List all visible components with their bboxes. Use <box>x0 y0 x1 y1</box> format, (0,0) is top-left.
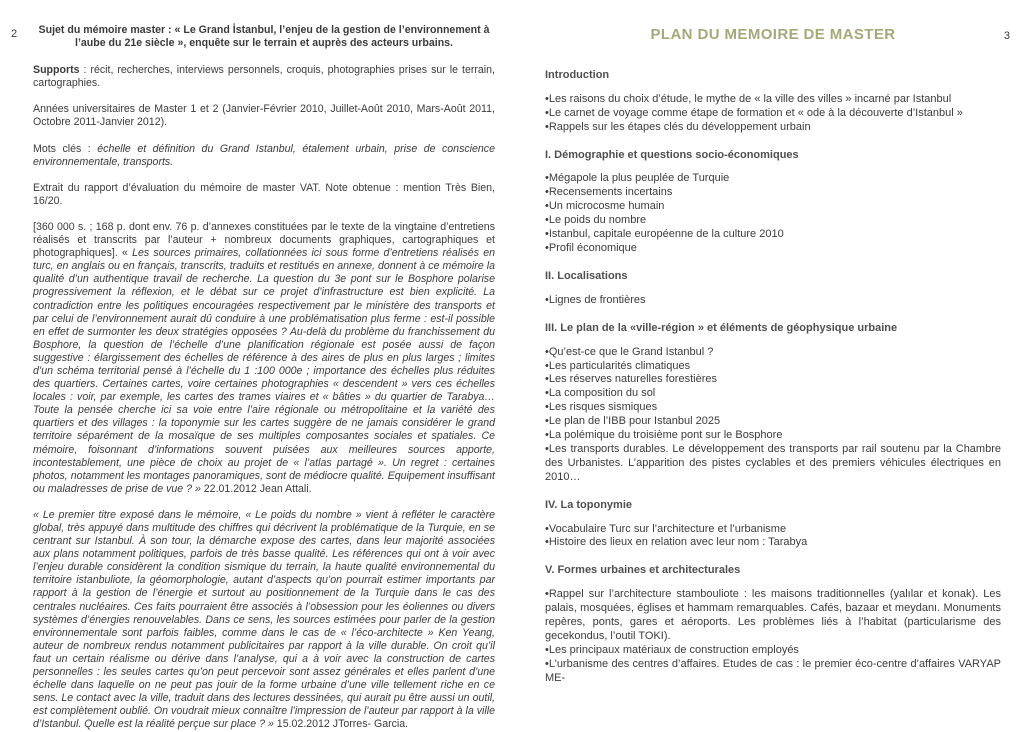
paragraph-academic-years: Années universitaires de Master 1 et 2 (Janvier-Février 2010, Juillet-Août 2010, Mars-Août 2011, Octobre 2011-Janvier 2012). <box>33 103 495 129</box>
bullet-item: • Le poids du nombre <box>545 214 1001 228</box>
keywords-text: échelle et définition du Grand Istanbul, étalement urbain, prise de conscience environnementale, transports. <box>33 142 495 168</box>
bullet-item: • Mégapole la plus peuplée de Turquie <box>545 172 1001 186</box>
plan-sections <box>545 69 1001 686</box>
bullet-item: • Les risques sismiques <box>545 401 1001 415</box>
section-bullet-list <box>545 588 1001 685</box>
bullet-item: • Qu’est-ce que le Grand Istanbul ? <box>545 346 1001 360</box>
supports-text: : récit, recherches, interviews personnels, croquis, photographies prises sur le terrain, cartographies. <box>33 64 495 90</box>
bullet-item: • Istanbul, capitale européenne de la culture 2010 <box>545 228 1001 242</box>
bullet-item: • Profil économique <box>545 242 1001 256</box>
section-heading: IV. La toponymie <box>545 498 633 511</box>
review-attali-quote: Les sources primaires, collationnées ici sous forme d’entretiens réalisés en turc, en anglais ou en français, transcrits, traduits et restitués en annexe, donnent à ce mémoire la qualité d’un authentique travail de recherche. La question du 3e pont sur le Bosphore polarise progressivement la réflexion, et le débat sur ce projet d’infrastructure est bien explicité. La contradiction entre les politiques encouragées respectivement par le ministère des transports et par celui de l’environnement aurait dû conduire à une problématisation plus ferme : est-il possible en effet de surmonter les deux stratégies opposées ? Au-delà du problème du franchissement du Bosphore, la question de l’échelle d’une planification régionale est posée aussi de façon suggestive : élargissement des échelles de référence à des aires de plus en plus larges ; limites d’un schéma territorial pensé à l’échelle du 1 :100 000e ; importance des échelles plus réduites des quartiers. Certaines cartes, voire certaines photographies « descendent » vers ces échelles locales : voir, par exemple, les cartes des trames viaires et « bâties » du quartier de Tarabya… Toute la pensée cherche ici sa voie entre l’aire régionale ou métropolitaine et la variété des quartiers et des villages : la toponymie sur les cartes suggère de ne jamais considérer le grand territoire séparément de la mosaïque de ses multiples composantes sociales et spatiales. Ce mémoire, foisonnant d’informations souvent puisées aux meilleures sources apporte, incontestablement, une pièce de choix au projet de « l’atlas partagé ». Un regret : certaines photos, notamment les montages panoramiques, sont de médiocre qualité. Equipement insuffisant ou maladresses de prise de vue ? » <box>33 247 495 495</box>
bullet-item: • Un microcosme humain <box>545 200 1001 214</box>
section-bullet-list <box>545 346 1001 485</box>
bullet-item: • Les transports durables. Le développement des transports par rail soutenu par la Chambre des Urbanistes. L’apparition des pistes cyclables et des premiers véhicules électriques en 2010… <box>545 443 1001 485</box>
page-right <box>545 24 1001 689</box>
paragraph-keywords <box>33 143 495 169</box>
bullet-item: • Le carnet de voyage comme étape de formation et « ode à la découverte d’Istanbul » <box>545 107 1001 121</box>
review-attali-signature: 22.01.2012 Jean Attali. <box>200 482 312 495</box>
paragraph-evaluation-extract: Extrait du rapport d’évaluation du mémoire de master VAT. Note obtenue : mention Très Bien, 16/20. <box>33 181 495 207</box>
keywords-label: Mots clés : <box>33 142 98 155</box>
section-heading: I. Démographie et questions socio-économiques <box>545 148 799 161</box>
review-torres-quote: « Le premier titre exposé dans le mémoire, « Le poids du nombre » vient à refléter le caractère global, très appuyé dans multitude des chiffres qui décrivent la problématique de la Turquie, en se centrant sur Istanbul. À son tour, la démarche expose des cartes, dans leur majorité associées aux plans notamment politiques, parfois de très basse qualité. Les références qui ont à voir avec l’enjeu durable considèrent la condition sismique du terrain, la haute qualité environnemental du territoire istanbuliote, la géomorphologie, autant d’aspects qu’on pourrait estimer importants par rapport à la gestion de l’énergie et surtout au positionnement de la Turquie dans le cas des centrales nucléaires. Ces faits pourraient être associés à l’obsession pour les éoliennes ou divers systèmes d’énergies renouvelables. Dans ce sens, les sources estimées pour parler de la gestion environnementale sont parfois faibles, comme dans le cas de « l’éco-architecte » Ken Yeang, auteur de nombreux rendus notamment publicitaires par rapport à la ville durable. On croit qu’il faut un certain réalisme ou dérive dans l’analyse, qui a à voir avec la construction de cartes personnelles : les seules cartes qu’on peut percevoir sont assez générales et elles parlent d’une échelle dans laquelle on ne peut pas jouir de la forme urbaine d’une ville tellement riche en ce sens. Le contact avec la ville, traduit dans des lectures dessinées, qui aurait pu être aussi un outil, est complètement oublié. On voudrait mieux connaître l’impression de l’auteur par rapport à la ville d’Istanbul. Quelle est la réalité perçue sur place ? » <box>33 508 495 731</box>
bullet-item: • Les raisons du choix d’étude, le mythe de « la ville des villes » incarné par Istanbul <box>545 93 1001 107</box>
review-torres-signature: 15.02.2012 JTorres- Garcia. <box>273 718 409 731</box>
bullet-item: • Vocabulaire Turc sur l’architecture et l’urbanisme <box>545 523 1001 537</box>
bullet-item: • La polémique du troisième pont sur le Bosphore <box>545 429 1001 443</box>
section-bullet-list <box>545 523 1001 551</box>
plan-title: PLAN DU MEMOIRE DE MASTER <box>650 26 896 43</box>
bullet-item: • Rappels sur les étapes clés du développement urbain <box>545 121 1001 135</box>
bullet-item: • Rappel sur l’architecture stambouliote : les maisons traditionnelles (yalılar et konak). Les palais, mosquées, églises et hammam remarquables. Cafés, bazaar et meydanı. Monuments repères, ponts, gares et aéroports. Les problèmes liés à l’habitat (particularisme des gecekondus, l’outil TOKI). <box>545 588 1001 644</box>
bullet-item: • Les principaux matériaux de construction employés <box>545 644 1001 658</box>
section-heading: II. Localisations <box>545 269 628 282</box>
bullet-item: • L’urbanisme des centres d’affaires. Etudes de cas : le premier éco-centre d’affaires VARYAP ME- <box>545 658 1001 686</box>
bullet-item: • La composition du sol <box>545 387 1001 401</box>
bullet-item: • Recensements incertains <box>545 186 1001 200</box>
page-number-right: 3 <box>1003 30 1010 42</box>
bullet-item: • Lignes de frontières <box>545 294 1001 308</box>
section-heading: III. Le plan de la «ville-région » et éléments de géophysique urbaine <box>545 321 898 334</box>
page-number-left: 2 <box>11 28 18 40</box>
paragraph-review-torres <box>33 509 495 732</box>
section-bullet-list <box>545 93 1001 135</box>
paragraph-review-attali <box>33 221 495 496</box>
section-heading: V. Formes urbaines et architecturales <box>545 564 741 577</box>
section-bullet-list <box>545 172 1001 255</box>
supports-label: Supports <box>33 64 80 77</box>
bullet-item: • Les réserves naturelles forestières <box>545 373 1001 387</box>
section-bullet-list <box>545 294 1001 308</box>
bullet-item: • Les particularités climatiques <box>545 360 1001 374</box>
section-heading: Introduction <box>545 68 610 81</box>
thesis-subject-title: Sujet du mémoire master : « Le Grand İstanbul, l’enjeu de la gestion de l’environnement à l’aube du 21e siècle », enquête sur le terrain et auprès des acteurs urbains. <box>38 24 490 50</box>
bullet-item: • Le plan de l’IBB pour Istanbul 2025 <box>545 415 1001 429</box>
bullet-item: • Histoire des lieux en relation avec leur nom : Tarabya <box>545 536 1001 550</box>
review-attali-meta: [360 000 s. ; 168 p. dont env. 76 p. d’annexes constituées par le texte de la vingtaine d’entretiens réalisés et transcrits par l’auteur + nombreux documents graphiques, cartographiques et photographiques]. « <box>33 220 495 260</box>
paragraph-supports <box>33 64 495 90</box>
page-left <box>33 24 495 732</box>
